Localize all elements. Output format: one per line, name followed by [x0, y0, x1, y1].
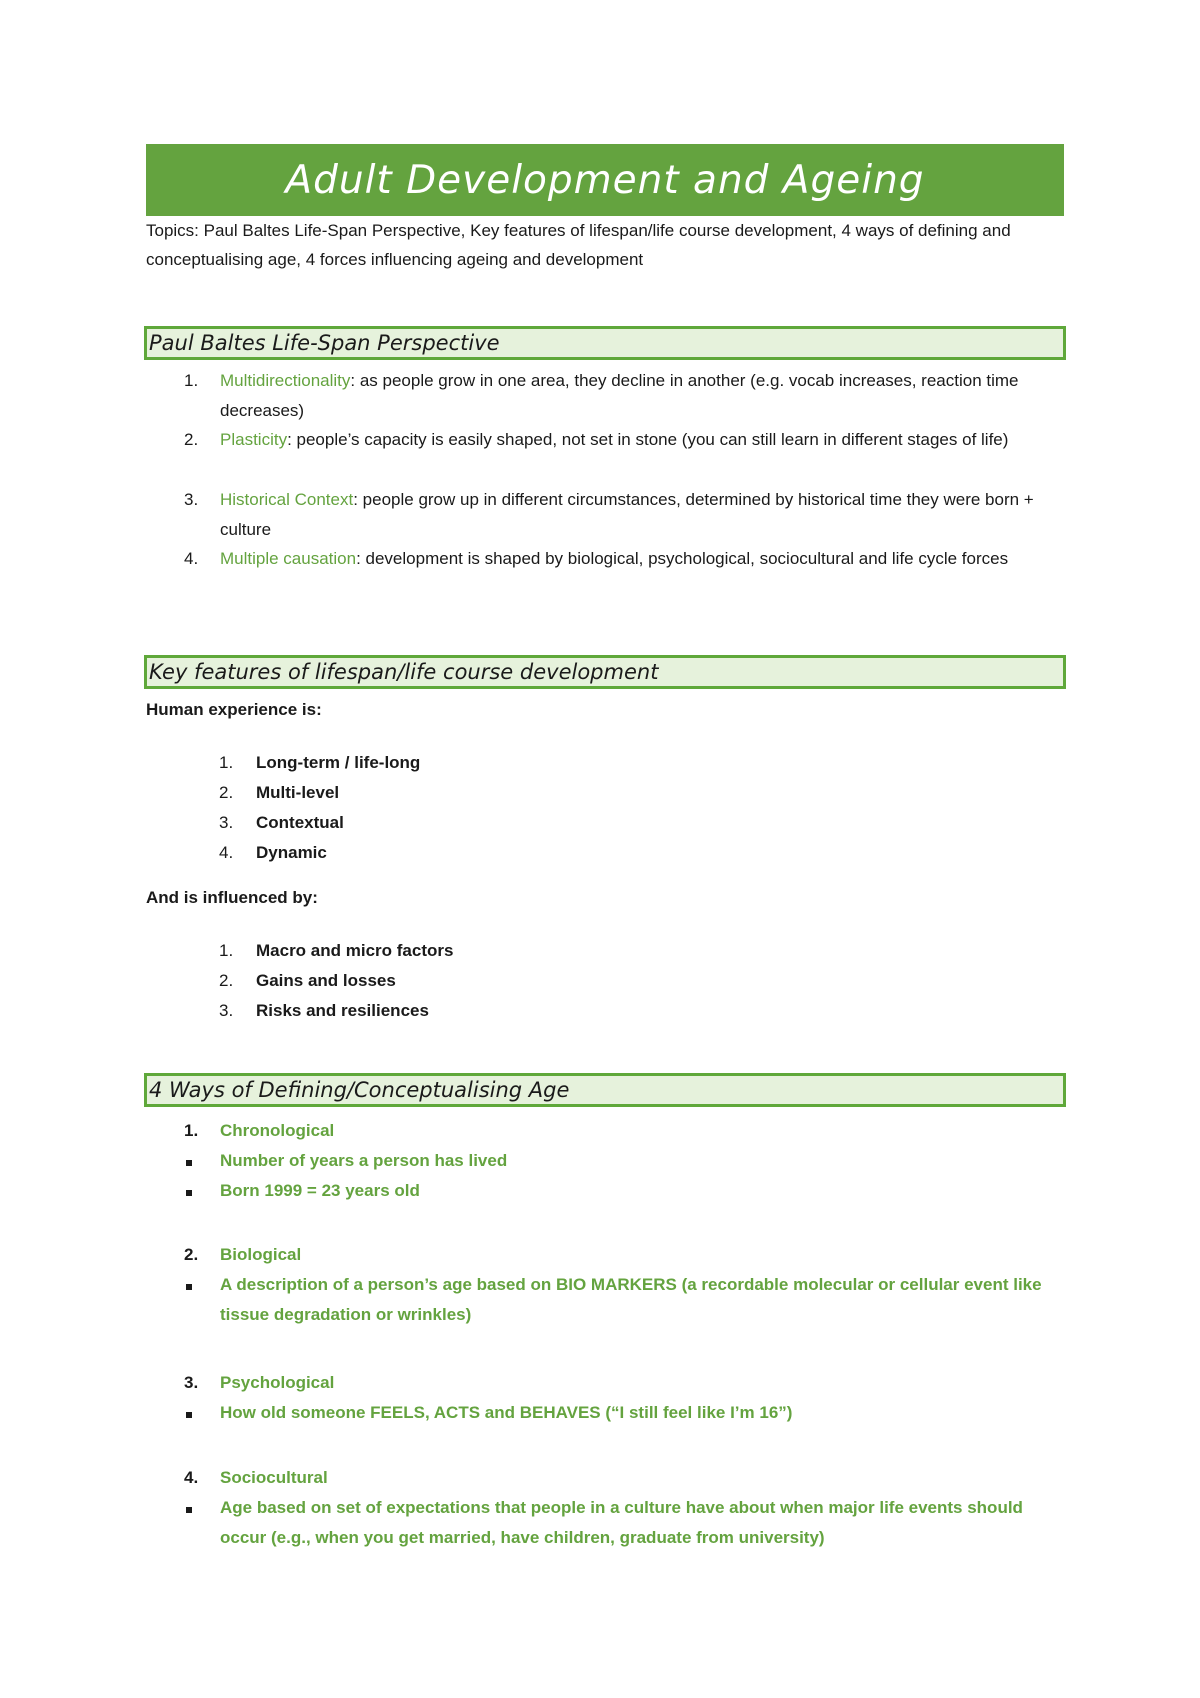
section-heading-key-features: Key features of lifespan/life course development [144, 655, 1066, 689]
item-number: 1. [184, 371, 199, 390]
section-heading-ways-of-age: 4 Ways of Defining/Conceptualising Age [144, 1073, 1066, 1107]
bullet-icon [186, 1507, 192, 1513]
bullet-item: How old someone FEELS, ACTS and BEHAVES (“I still feel like I’m 16”) [220, 1403, 793, 1422]
section-heading-baltes: Paul Baltes Life-Span Perspective [144, 326, 1066, 360]
group-number: 3. [184, 1373, 199, 1392]
group-title: Biological [220, 1245, 302, 1264]
bullet-item: Age based on set of expectations that people in a culture have about when major life events should occur (e.g., when you get married, have children, graduate from university) [220, 1498, 1023, 1547]
item-text: : as people grow in one area, they decline in another (e.g. vocab increases, reaction time decreases) [220, 371, 1019, 420]
item-number: 4. [219, 843, 234, 862]
list-item [184, 366, 1064, 425]
bullet-icon [186, 1160, 192, 1166]
item-text: Dynamic [256, 843, 327, 862]
item-text: : development is shaped by biological, psychological, sociocultural and life cycle forces [356, 549, 1009, 568]
group-title: Sociocultural [220, 1468, 328, 1487]
bullet-icon [186, 1412, 192, 1418]
item-text: Contextual [256, 813, 344, 832]
item-number: 3. [219, 1001, 234, 1020]
intro-human-experience: Human experience is: [146, 700, 322, 719]
document-title: Adult Development and Ageing [146, 144, 1064, 216]
list-item [219, 748, 420, 778]
item-text: Macro and micro factors [256, 941, 454, 960]
group-heading [184, 1240, 301, 1270]
list-item [184, 544, 1064, 574]
list-item [219, 778, 339, 808]
item-number: 2. [219, 971, 234, 990]
bullet-item: Number of years a person has lived [220, 1151, 508, 1170]
intro-influenced-by: And is influenced by: [146, 888, 318, 907]
list-item [219, 838, 327, 868]
item-text: Risks and resiliences [256, 1001, 429, 1020]
group-title: Chronological [220, 1121, 335, 1140]
list-item [184, 425, 1064, 455]
group-heading [184, 1463, 328, 1493]
item-term: Historical Context [220, 490, 354, 509]
item-number: 1. [219, 753, 234, 772]
item-number: 2. [184, 430, 199, 449]
bullet-icon [186, 1284, 192, 1290]
group-number: 2. [184, 1245, 199, 1264]
list-item [219, 966, 396, 996]
group-heading [184, 1368, 334, 1398]
item-number: 3. [184, 490, 199, 509]
group-heading [184, 1116, 334, 1146]
item-term: Multidirectionality [220, 371, 351, 390]
item-number: 1. [219, 941, 234, 960]
item-term: Multiple causation [220, 549, 357, 568]
group-number: 4. [184, 1468, 199, 1487]
list-item [219, 936, 453, 966]
item-text: : people grow up in different circumstances, determined by historical time they were born + culture [220, 490, 1034, 539]
list-item [219, 808, 344, 838]
bullet-icon [186, 1190, 192, 1196]
bullet-item: A description of a person’s age based on BIO MARKERS (a recordable molecular or cellular event like tissue degradation or wrinkles) [220, 1275, 1042, 1324]
group-title: Psychological [220, 1373, 335, 1392]
list-item [219, 996, 429, 1026]
item-number: 2. [219, 783, 234, 802]
item-text: Gains and losses [256, 971, 396, 990]
item-number: 4. [184, 549, 199, 568]
item-text: Long-term / life-long [256, 753, 421, 772]
item-number: 3. [219, 813, 234, 832]
item-text: Multi-level [256, 783, 340, 802]
item-term: Plasticity [220, 430, 288, 449]
list-item [184, 485, 1064, 544]
topics-paragraph: Topics: Paul Baltes Life-Span Perspective, Key features of lifespan/life course development, 4 ways of defining and conceptualising age, 4 forces influencing ageing and development [146, 221, 1011, 269]
item-text: : people’s capacity is easily shaped, not set in stone (you can still learn in different stages of life) [287, 430, 1009, 449]
bullet-item: Born 1999 = 23 years old [220, 1181, 420, 1200]
group-number: 1. [184, 1121, 199, 1140]
